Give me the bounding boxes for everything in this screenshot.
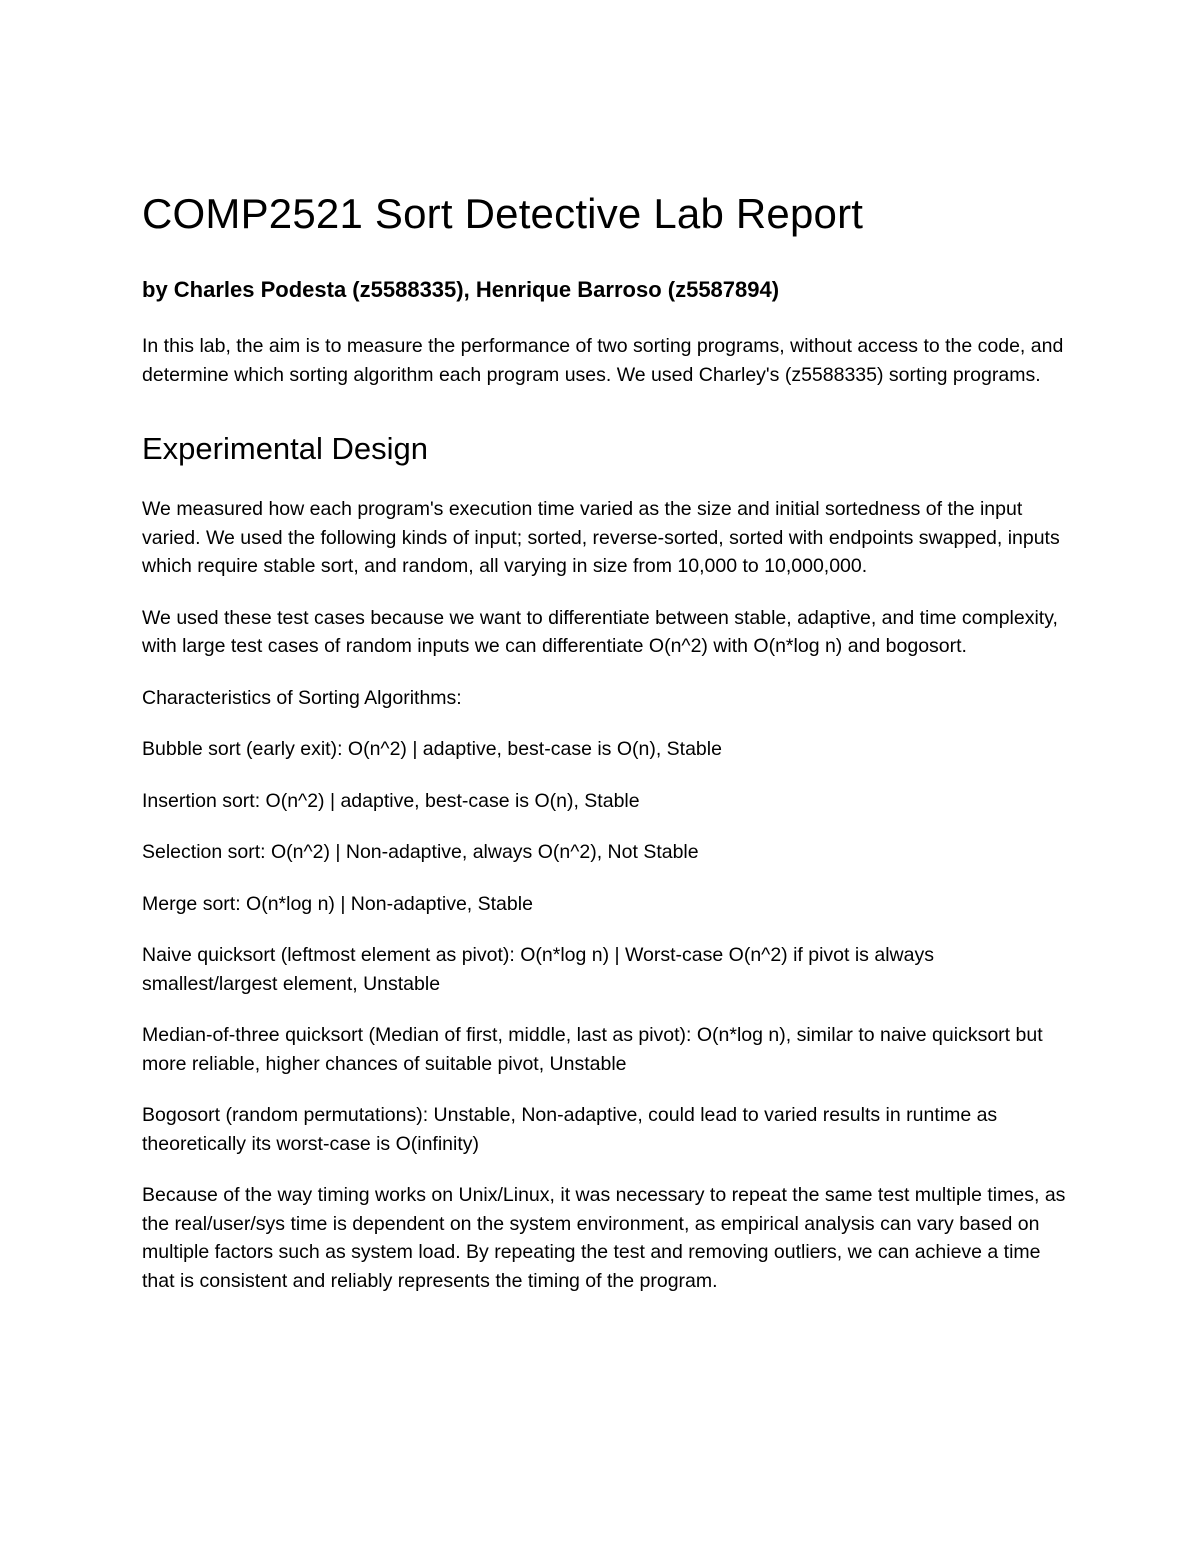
paragraph-merge-sort: Merge sort: O(n*log n) | Non-adaptive, Stable (142, 892, 533, 915)
section-heading: Experimental Design (142, 431, 429, 466)
document-page (142, 188, 1072, 1295)
paragraph-naive-quicksort: Naive quicksort (leftmost element as pivot): O(n*log n) | Worst-case O(n^2) if pivot is always smallest/largest element, Unstable (142, 944, 934, 995)
paragraph-median-quicksort: Median-of-three quicksort (Median of first, middle, last as pivot): O(n*log n), similar to naive quicksort but more reliable, higher chances of suitable pivot, Unstable (142, 1024, 1043, 1075)
paragraph-timing: Because of the way timing works on Unix/Linux, it was necessary to repeat the same test multiple times, as the real/user/sys time is dependent on the system environment, as empirical analysis can vary based on multiple factors such as system load. By repeating the test and removing outliers, we can achieve a time that is consistent and reliably represents the timing of the program. (142, 1184, 1066, 1292)
paragraph-bogosort: Bogosort (random permutations): Unstable, Non-adaptive, could lead to varied results in runtime as theoretically its worst-case is O(infinity) (142, 1104, 998, 1155)
paragraph-selection-sort: Selection sort: O(n^2) | Non-adaptive, always O(n^2), Not Stable (142, 841, 699, 863)
paragraph-test-cases: We used these test cases because we want to differentiate between stable, adaptive, and time complexity, with large test cases of random inputs we can differentiate O(n^2) with O(n*log n) and bogosort. (142, 606, 1058, 657)
document-title: COMP2521 Sort Detective Lab Report (142, 190, 864, 237)
intro-paragraph: In this lab, the aim is to measure the performance of two sorting programs, without access to the code, and determine which sorting algorithm each program uses. We used Charley's (z5588335) sorting programs. (142, 335, 1064, 386)
authors-line: by Charles Podesta (z5588335), Henrique Barroso (z5587894) (142, 277, 780, 302)
paragraph-measurement: We measured how each program's execution time varied as the size and initial sortedness of the input varied. We used the following kinds of input; sorted, reverse-sorted, sorted with endpoints swapped, inputs which require stable sort, and random, all varying in size from 10,000 to 10,000,000. (142, 498, 1060, 577)
paragraph-insertion-sort: Insertion sort: O(n^2) | adaptive, best-case is O(n), Stable (142, 789, 640, 812)
paragraph-bubble-sort: Bubble sort (early exit): O(n^2) | adaptive, best-case is O(n), Stable (142, 738, 722, 760)
paragraph-characteristics-heading: Characteristics of Sorting Algorithms: (142, 686, 462, 709)
